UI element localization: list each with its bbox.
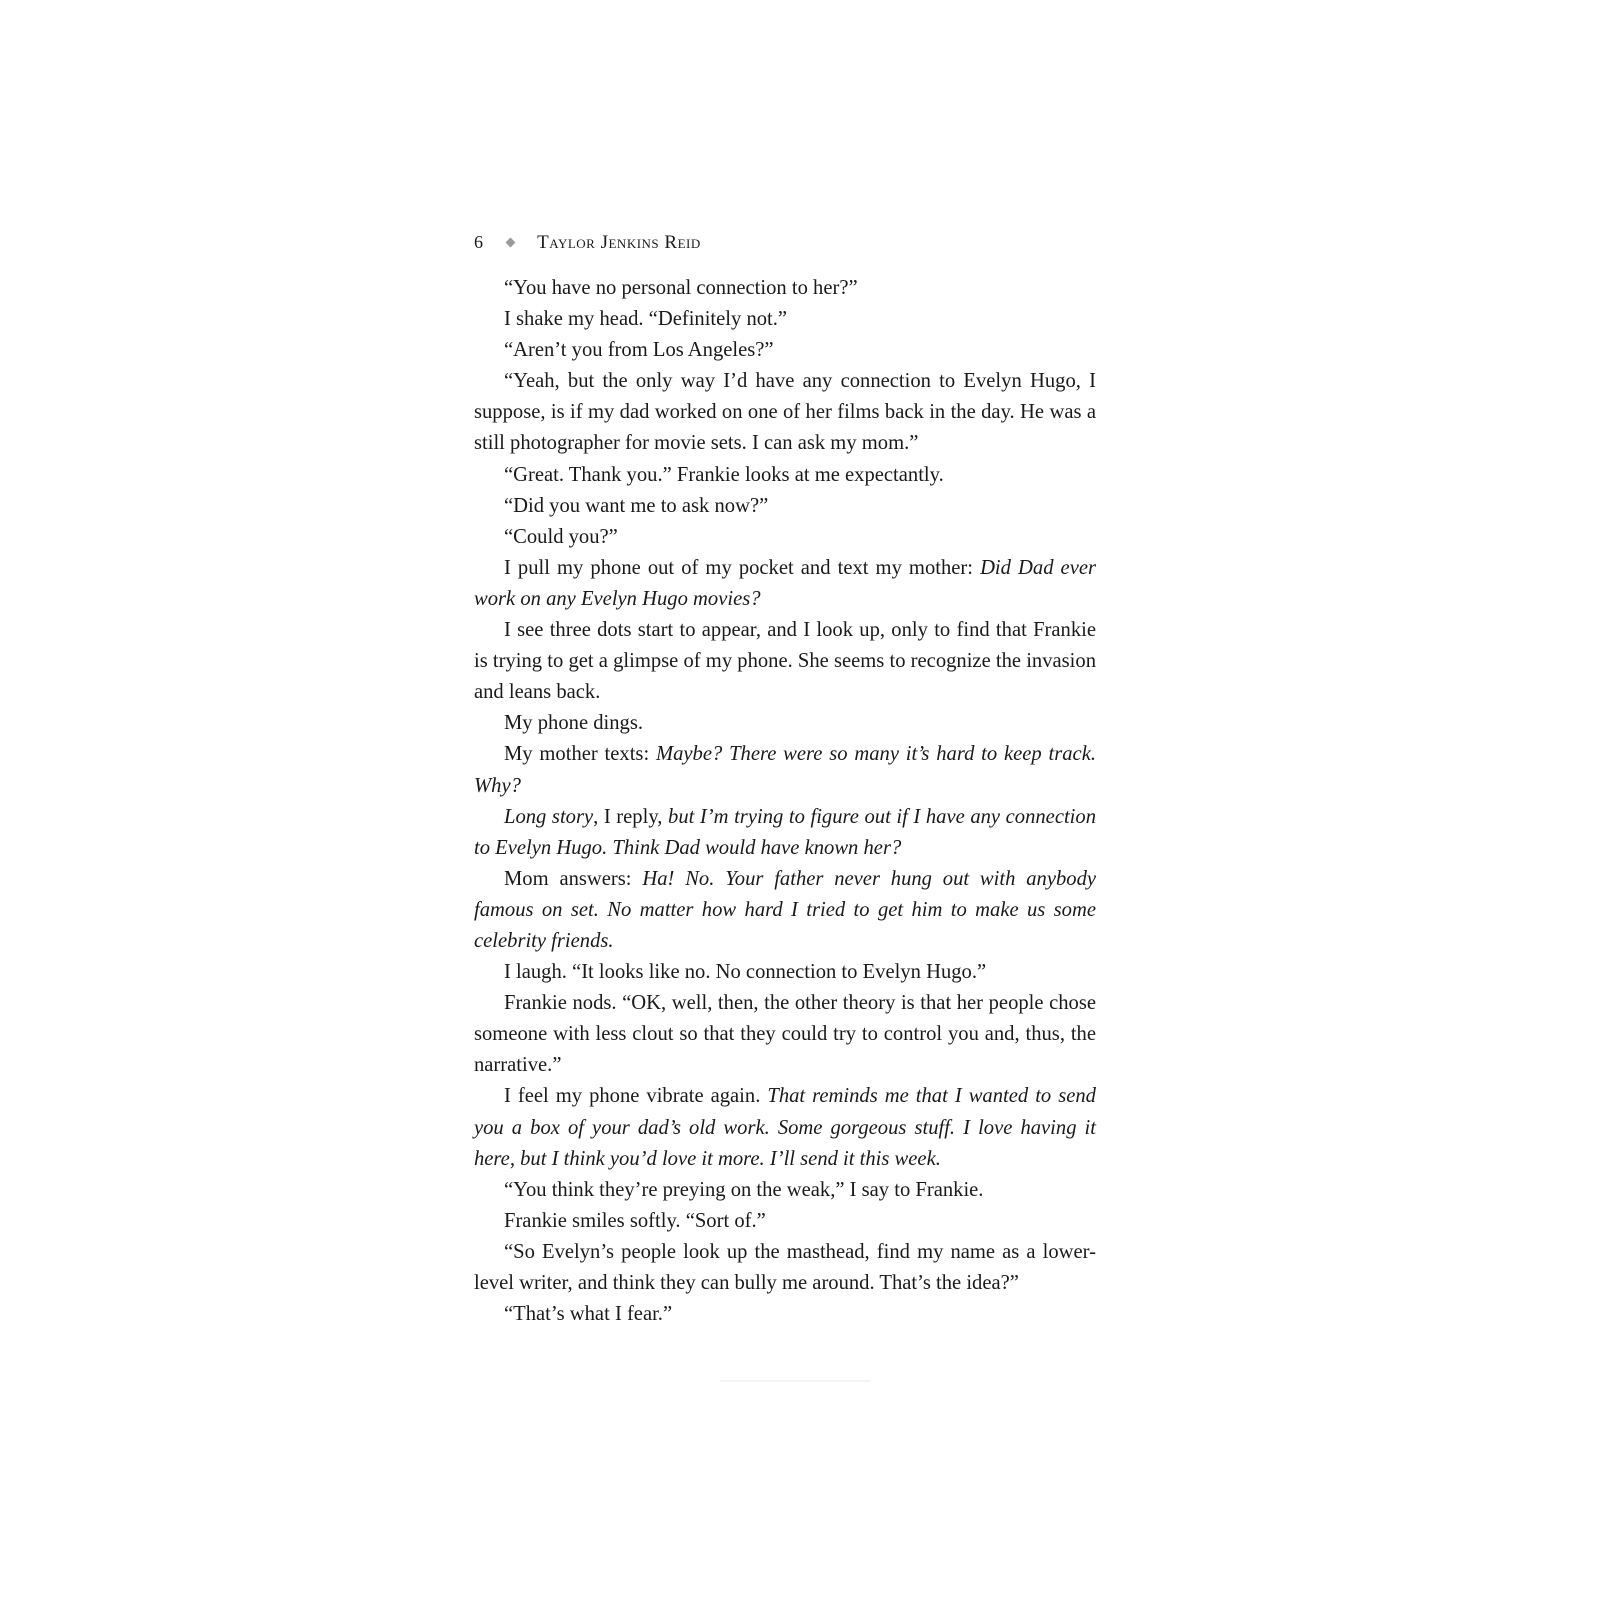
paragraph — [474, 1206, 1096, 1237]
paragraph — [474, 1081, 1096, 1174]
author-name: Taylor Jenkins Reid — [537, 232, 701, 253]
text-segment: “So Evelyn’s people look up the masthead, find my name as a lower-level writer, and think they can bully me around. That’s the idea?” — [474, 1240, 1096, 1294]
paragraph — [474, 335, 1096, 366]
paragraph — [474, 491, 1096, 522]
paragraph — [474, 615, 1096, 708]
text-segment: , I reply, — [593, 805, 669, 828]
paragraph — [474, 739, 1096, 801]
text-segment: I feel my phone vibrate again. — [504, 1085, 768, 1108]
text-segment: “Did you want me to ask now?” — [504, 494, 769, 517]
paragraph — [474, 1299, 1096, 1330]
paragraph — [474, 988, 1096, 1081]
text-segment: I pull my phone out of my pocket and text my mother: — [504, 556, 981, 579]
italic-text-segment: That reminds me that I wanted to send you a box of your dad’s old work. Some gorgeous stuff. I love having it here, but I think you’d love it more. I’ll send it this week. — [474, 1085, 1096, 1170]
text-segment: My phone dings. — [504, 712, 644, 735]
text-segment: Frankie smiles softly. “Sort of.” — [504, 1209, 766, 1232]
text-segment: “You think they’re preying on the weak,” I say to Frankie. — [504, 1178, 984, 1201]
paragraph — [474, 273, 1096, 304]
paragraph — [474, 553, 1096, 615]
paragraph — [474, 1175, 1096, 1206]
text-segment: Mom answers: — [504, 867, 643, 890]
italic-text-segment: Long story — [504, 805, 594, 828]
body-text — [474, 273, 1096, 1330]
text-segment: “Could you?” — [504, 525, 618, 548]
page-number: 6 — [474, 232, 483, 252]
text-segment: My mother texts: — [504, 743, 656, 766]
running-head — [474, 229, 1096, 255]
paragraph — [474, 304, 1096, 335]
diamond-ornament-icon — [505, 238, 515, 248]
paragraph — [474, 957, 1096, 988]
paragraph — [474, 864, 1096, 957]
text-segment: “That’s what I fear.” — [504, 1303, 673, 1326]
paragraph — [474, 366, 1096, 459]
paragraph — [474, 1237, 1096, 1299]
book-page — [474, 229, 1096, 1330]
text-segment: I laugh. “It looks like no. No connection to Evelyn Hugo.” — [504, 961, 987, 984]
italic-text-segment: Did Dad ever work on any Evelyn Hugo movies? — [474, 556, 1096, 610]
text-segment: “You have no personal connection to her?” — [504, 277, 858, 299]
faint-scan-mark — [720, 1380, 870, 1382]
text-segment: “Yeah, but the only way I’d have any connection to Evelyn Hugo, I suppose, is if my dad worked on one of her films back in the day. He was a still photographer for movie sets. I can ask my mom.” — [474, 370, 1096, 455]
paragraph — [474, 802, 1096, 864]
italic-text-segment: but I’m trying to figure out if I have any connection to Evelyn Hugo. Think Dad would have known her? — [474, 805, 1096, 859]
text-segment: I shake my head. “Definitely not.” — [504, 308, 788, 331]
text-segment: “Aren’t you from Los Angeles?” — [504, 339, 774, 362]
paragraph — [474, 708, 1096, 739]
text-segment: “Great. Thank you.” Frankie looks at me expectantly. — [504, 463, 944, 486]
italic-text-segment: Ha! No. Your father never hung out with anybody famous on set. No matter how hard I tried to get him to make us some celebrity friends. — [474, 867, 1097, 952]
paragraph — [474, 522, 1096, 553]
text-segment: I see three dots start to appear, and I look up, only to find that Frankie is trying to get a glimpse of my phone. She seems to recognize the invasion and leans back. — [474, 619, 1096, 704]
italic-text-segment: Maybe? There were so many it’s hard to keep track. Why? — [474, 743, 1096, 797]
paragraph — [474, 460, 1096, 491]
text-segment: Frankie nods. “OK, well, then, the other theory is that her people chose someone with less clout so that they could try to control you and, thus, the narrative.” — [474, 992, 1096, 1077]
